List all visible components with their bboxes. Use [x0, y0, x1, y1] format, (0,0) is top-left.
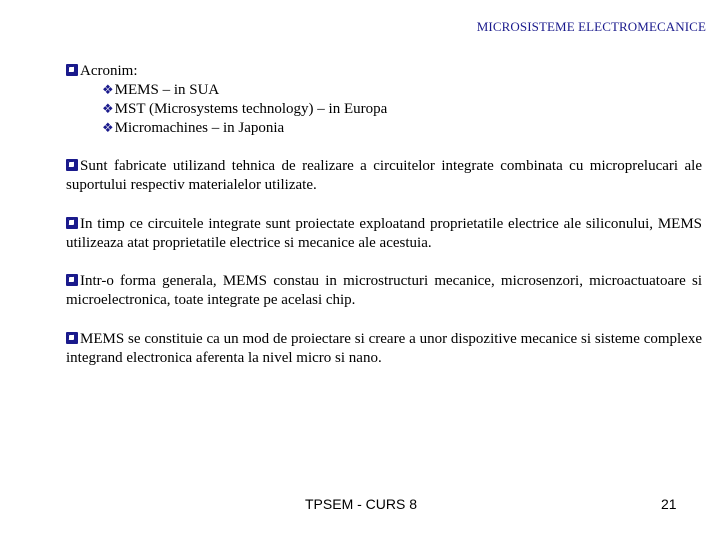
- diamond-bullet-icon: ❖: [102, 83, 114, 98]
- acronym-item: [102, 81, 219, 100]
- paragraph: [66, 157, 702, 195]
- acronym-item-text: Micromachines – in Japonia: [114, 120, 285, 136]
- diamond-bullet-icon: ❖: [102, 121, 114, 136]
- acronym-item: [102, 119, 284, 138]
- square-bullet-icon: [66, 159, 78, 171]
- acronym-heading: [66, 62, 702, 81]
- acronym-label: Acronim:: [80, 63, 138, 79]
- paragraph-text: In timp ce circuitele integrate sunt proiectate exploatand proprietatile electrice ale siliconului, MEMS utilizeaza atat proprietatile electrice si mecanice ale acestuia.: [66, 216, 702, 251]
- slide-header-title: MICROSISTEME ELECTROMECANICE: [476, 19, 706, 34]
- paragraph-text: Intr-o forma generala, MEMS constau in microstructuri mecanice, microsenzori, microactuatoare si microelectronica, toate integrate pe acelasi chip.: [66, 273, 702, 308]
- square-bullet-icon: [66, 217, 78, 229]
- paragraph: [66, 330, 702, 368]
- footer-course: TPSEM - CURS 8: [305, 496, 418, 512]
- acronym-item-text: MST (Microsystems technology) – in Europa: [114, 101, 388, 117]
- square-bullet-icon: [66, 274, 78, 286]
- footer-page-number: 21: [661, 496, 677, 512]
- paragraph-text: MEMS se constituie ca un mod de proiectare si creare a unor dispozitive mecanice si sisteme complexe integrand electronica aferenta la nivel micro si nano.: [66, 331, 702, 366]
- diamond-bullet-icon: ❖: [102, 102, 114, 117]
- square-bullet-icon: [66, 64, 78, 76]
- paragraph-text: Sunt fabricate utilizand tehnica de realizare a circuitelor integrate combinata cu microprelucari ale suportului respectiv materialelor utilizate.: [66, 158, 702, 193]
- acronym-item-text: MEMS – in SUA: [114, 82, 220, 98]
- paragraph: [66, 215, 702, 253]
- paragraph: [66, 272, 702, 310]
- square-bullet-icon: [66, 332, 78, 344]
- acronym-item: [102, 100, 387, 119]
